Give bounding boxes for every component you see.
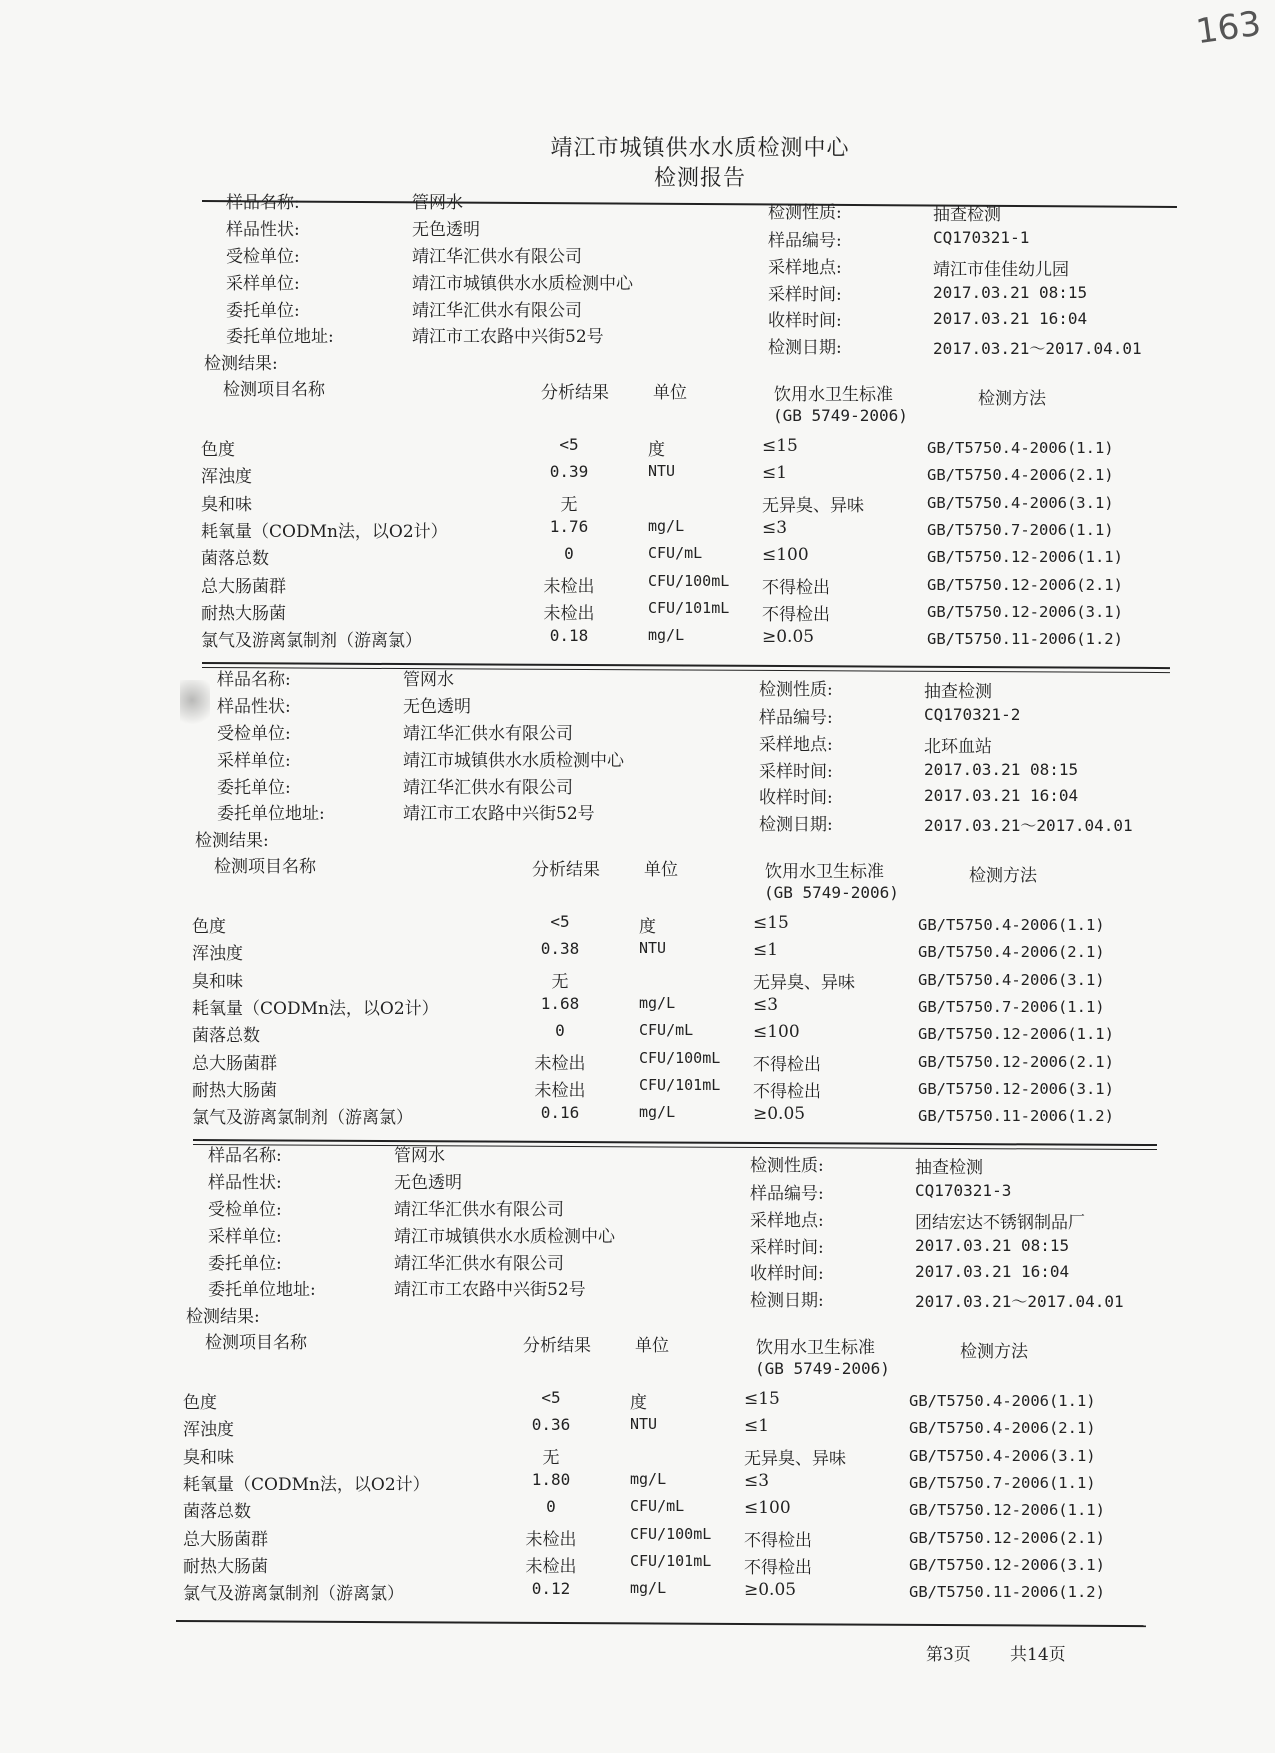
section-divider [176, 1620, 1146, 1627]
item-name: 臭和味 [192, 971, 243, 992]
entrust-unit-label: 委托单位: [226, 301, 300, 321]
test-type-value: 抽查检测 [915, 1158, 983, 1178]
item-standard: 不得检出 [744, 1530, 812, 1551]
item-unit: CFU/100mL [648, 571, 730, 590]
test-date-label: 检测日期: [750, 1291, 824, 1311]
results-label: 检测结果: [195, 831, 269, 851]
item-result: 未检出 [534, 1053, 586, 1074]
entrust-unit-value: 靖江华汇供水有限公司 [394, 1254, 564, 1274]
item-unit: 度 [648, 440, 665, 460]
header-method: 检测方法 [969, 866, 1037, 886]
item-name: 氯气及游离氯制剂（游离氯） [201, 631, 422, 652]
item-standard: 不得检出 [753, 1081, 821, 1102]
sampling-time-label: 采样时间: [750, 1238, 824, 1258]
item-name: 色度 [192, 917, 226, 937]
item-method: GB/T5750.4-2006(2.1) [909, 1419, 1096, 1438]
item-standard: 不得检出 [753, 1054, 821, 1075]
item-standard: 无异臭、异味 [762, 495, 864, 516]
sample-no-value: CQ170321-1 [933, 228, 1030, 247]
sampling-time-value: 2017.03.21 08:15 [933, 283, 1088, 302]
sampling-time-label: 采样时间: [759, 762, 833, 782]
receive-time-label: 收样时间: [750, 1264, 824, 1284]
item-name: 菌落总数 [183, 1502, 251, 1523]
header-unit: 单位 [644, 860, 678, 880]
item-name: 氯气及游离氯制剂（游离氯） [183, 1584, 404, 1605]
sampling-unit-value: 靖江市城镇供水水质检测中心 [394, 1227, 615, 1247]
test-type-value: 抽查检测 [924, 682, 992, 702]
item-unit: CFU/mL [630, 1497, 685, 1516]
item-unit: 度 [630, 1393, 647, 1413]
item-method: GB/T5750.12-2006(3.1) [909, 1555, 1105, 1574]
sampling-site-label: 采样地点: [759, 735, 833, 755]
entrust-unit-value: 靖江华汇供水有限公司 [403, 778, 573, 798]
header-item-name: 检测项目名称 [223, 380, 325, 400]
sample-name-label: 样品名称: [208, 1146, 282, 1166]
header-unit: 单位 [653, 383, 687, 403]
item-method: GB/T5750.11-2006(1.2) [909, 1583, 1105, 1602]
item-result: 0.36 [531, 1415, 571, 1435]
item-standard: ≥0.05 [753, 1104, 806, 1125]
item-result: 未检出 [543, 603, 595, 624]
sample-section-3 [0, 1141, 1257, 1605]
item-name: 总大肠菌群 [183, 1529, 268, 1550]
item-unit: CFU/101mL [648, 598, 730, 617]
sampling-site-label: 采样地点: [768, 258, 842, 278]
item-result: 1.80 [531, 1469, 571, 1489]
sample-no-value: CQ170321-2 [924, 705, 1021, 724]
inspected-unit-label: 受检单位: [226, 247, 300, 267]
sampling-unit-value: 靖江市城镇供水水质检测中心 [403, 751, 624, 771]
header-unit: 单位 [635, 1336, 669, 1356]
sampling-time-value: 2017.03.21 08:15 [915, 1236, 1070, 1255]
item-result: 0 [564, 544, 574, 564]
receive-time-value: 2017.03.21 16:04 [915, 1262, 1070, 1281]
item-method: GB/T5750.4-2006(1.1) [918, 916, 1105, 934]
item-method: GB/T5750.4-2006(3.1) [927, 493, 1114, 512]
item-result: 无 [542, 1447, 560, 1468]
sample-no-label: 样品编号: [768, 231, 842, 251]
item-unit: CFU/101mL [630, 1551, 712, 1570]
item-name: 总大肠菌群 [192, 1053, 277, 1074]
test-type-label: 检测性质: [768, 203, 842, 223]
item-method: GB/T5750.4-2006(3.1) [918, 970, 1105, 989]
inspected-unit-value: 靖江华汇供水有限公司 [403, 724, 573, 744]
entrust-address-label: 委托单位地址: [208, 1280, 316, 1300]
item-standard: ≤100 [753, 1022, 800, 1043]
item-standard: ≤15 [744, 1389, 780, 1409]
item-standard: ≤15 [753, 913, 789, 933]
item-result: 无 [560, 494, 578, 515]
sample-nature-value: 无色透明 [394, 1173, 462, 1193]
item-standard: ≤3 [744, 1470, 770, 1491]
sample-name-value: 管网水 [412, 193, 463, 213]
sample-nature-label: 样品性状: [217, 697, 291, 717]
item-unit: mg/L [639, 993, 676, 1012]
sampling-unit-label: 采样单位: [217, 751, 291, 771]
item-method: GB/T5750.4-2006(1.1) [909, 1392, 1096, 1410]
entrust-unit-value: 靖江华汇供水有限公司 [412, 301, 582, 321]
item-name: 耐热大肠菌 [192, 1080, 277, 1101]
sample-section-2 [0, 665, 1266, 1129]
item-name: 浑浊度 [192, 944, 243, 965]
header-result: 分析结果 [532, 860, 600, 880]
item-method: GB/T5750.12-2006(2.1) [927, 575, 1123, 594]
sample-nature-label: 样品性状: [208, 1173, 282, 1193]
item-unit: CFU/100mL [630, 1524, 712, 1543]
item-method: GB/T5750.4-2006(3.1) [909, 1446, 1096, 1465]
entrust-address-value: 靖江市工农路中兴街52号 [412, 327, 604, 347]
entrust-address-label: 委托单位地址: [217, 804, 325, 824]
sample-name-label: 样品名称: [226, 193, 300, 213]
item-result: 未检出 [534, 1080, 586, 1101]
item-name: 臭和味 [183, 1447, 234, 1468]
item-standard: ≤15 [762, 436, 798, 456]
item-method: GB/T5750.12-2006(1.1) [918, 1025, 1114, 1044]
item-standard: ≤3 [753, 994, 779, 1015]
item-result: 0 [555, 1021, 565, 1041]
results-label: 检测结果: [204, 354, 278, 374]
report-subtitle: 检测报告 [653, 166, 746, 191]
item-result: 未检出 [525, 1529, 577, 1550]
item-result: 0.12 [531, 1579, 571, 1599]
item-unit: NTU [648, 462, 676, 481]
item-unit: CFU/100mL [639, 1048, 721, 1067]
item-name: 菌落总数 [201, 549, 269, 570]
item-name: 菌落总数 [192, 1026, 260, 1047]
item-method: GB/T5750.12-2006(1.1) [927, 548, 1123, 567]
item-method: GB/T5750.11-2006(1.2) [918, 1107, 1114, 1126]
results-label: 检测结果: [186, 1307, 260, 1327]
inspected-unit-value: 靖江华汇供水有限公司 [412, 247, 582, 267]
item-name: 耗氧量（CODMn法，以O2计） [183, 1474, 430, 1495]
item-unit: CFU/101mL [639, 1075, 721, 1094]
item-result: 0.38 [540, 939, 580, 959]
test-date-value: 2017.03.21～2017.04.01 [933, 339, 1142, 358]
item-result: <5 [550, 912, 570, 931]
sample-name-value: 管网水 [394, 1146, 445, 1166]
header-result: 分析结果 [541, 383, 609, 403]
page-footer [0, 1640, 1275, 1670]
test-type-label: 检测性质: [750, 1156, 824, 1176]
sample-no-value: CQ170321-3 [915, 1181, 1012, 1200]
item-method: GB/T5750.12-2006(1.1) [909, 1501, 1105, 1520]
test-date-label: 检测日期: [759, 815, 833, 835]
sampling-site-value: 团结宏达不锈钢制品厂 [915, 1213, 1085, 1233]
receive-time-value: 2017.03.21 16:04 [924, 786, 1079, 805]
item-unit: mg/L [630, 1579, 667, 1598]
receive-time-value: 2017.03.21 16:04 [933, 309, 1088, 328]
item-standard: ≤100 [762, 545, 809, 566]
test-date-value: 2017.03.21～2017.04.01 [924, 816, 1133, 835]
inspected-unit-value: 靖江华汇供水有限公司 [394, 1200, 564, 1220]
sample-section-1 [0, 188, 1275, 652]
item-unit: mg/L [648, 626, 685, 645]
item-result: 1.68 [540, 993, 580, 1013]
test-date-value: 2017.03.21～2017.04.01 [915, 1292, 1124, 1311]
header-method: 检测方法 [960, 1342, 1028, 1362]
item-method: GB/T5750.12-2006(2.1) [909, 1528, 1105, 1547]
item-method: GB/T5750.12-2006(2.1) [918, 1052, 1114, 1071]
test-date-label: 检测日期: [768, 338, 842, 358]
sample-nature-label: 样品性状: [226, 220, 300, 240]
entrust-address-value: 靖江市工农路中兴街52号 [403, 804, 595, 824]
header-standard: 饮用水卫生标准 [765, 862, 884, 882]
sample-name-value: 管网水 [403, 670, 454, 690]
sampling-unit-value: 靖江市城镇供水水质检测中心 [412, 274, 633, 294]
header-standard-ref: (GB 5749-2006) [755, 1359, 890, 1378]
item-result: 1.76 [549, 516, 589, 536]
test-type-value: 抽查检测 [933, 205, 1001, 225]
header-item-name: 检测项目名称 [205, 1333, 307, 1353]
item-result: 0.16 [540, 1103, 580, 1123]
item-name: 色度 [201, 440, 235, 460]
sample-nature-value: 无色透明 [403, 697, 471, 717]
item-name: 耗氧量（CODMn法，以O2计） [192, 998, 439, 1019]
item-name: 氯气及游离氯制剂（游离氯） [192, 1108, 413, 1129]
item-name: 浑浊度 [183, 1420, 234, 1441]
item-name: 总大肠菌群 [201, 576, 286, 597]
item-unit: mg/L [648, 516, 685, 535]
item-standard: 不得检出 [762, 604, 830, 625]
sampling-unit-label: 采样单位: [208, 1227, 282, 1247]
item-result: 无 [551, 971, 569, 992]
item-result: 0.39 [549, 462, 589, 482]
sampling-time-value: 2017.03.21 08:15 [924, 760, 1079, 779]
test-type-label: 检测性质: [759, 680, 833, 700]
header-item-name: 检测项目名称 [214, 857, 316, 877]
item-unit: mg/L [630, 1469, 667, 1488]
header-standard-ref: (GB 5749-2006) [773, 406, 908, 425]
item-standard: ≤1 [762, 463, 788, 484]
item-method: GB/T5750.4-2006(2.1) [927, 466, 1114, 485]
item-result: <5 [559, 435, 579, 454]
receive-time-label: 收样时间: [768, 311, 842, 331]
item-standard: ≥0.05 [744, 1580, 797, 1601]
item-method: GB/T5750.12-2006(3.1) [918, 1079, 1114, 1098]
item-standard: 无异臭、异味 [744, 1448, 846, 1469]
item-method: GB/T5750.11-2006(1.2) [927, 630, 1123, 649]
entrust-unit-label: 委托单位: [208, 1254, 282, 1274]
inspected-unit-label: 受检单位: [208, 1200, 282, 1220]
header-standard: 饮用水卫生标准 [756, 1338, 875, 1358]
item-name: 耗氧量（CODMn法，以O2计） [201, 521, 448, 542]
report-title: 靖江市城镇供水水质检测中心 [550, 136, 850, 161]
item-name: 浑浊度 [201, 467, 252, 488]
handwritten-page-note: 163 [1193, 3, 1264, 53]
item-standard: 不得检出 [744, 1557, 812, 1578]
item-standard: 无异臭、异味 [753, 972, 855, 993]
header-result: 分析结果 [523, 1336, 591, 1356]
item-result: 未检出 [543, 576, 595, 597]
item-unit: 度 [639, 917, 656, 937]
entrust-unit-label: 委托单位: [217, 778, 291, 798]
entrust-address-label: 委托单位地址: [226, 327, 334, 347]
item-unit: mg/L [639, 1103, 676, 1122]
sampling-time-label: 采样时间: [768, 285, 842, 305]
item-name: 耐热大肠菌 [201, 603, 286, 624]
item-standard: ≤3 [762, 517, 788, 538]
item-method: GB/T5750.4-2006(2.1) [918, 943, 1105, 962]
item-result: <5 [541, 1388, 561, 1407]
item-standard: ≤1 [753, 940, 779, 961]
item-standard: ≤100 [744, 1498, 791, 1519]
inspected-unit-label: 受检单位: [217, 724, 291, 744]
header-method: 检测方法 [978, 389, 1046, 409]
receive-time-label: 收样时间: [759, 788, 833, 808]
entrust-address-value: 靖江市工农路中兴街52号 [394, 1280, 586, 1300]
item-method: GB/T5750.12-2006(3.1) [927, 602, 1123, 621]
sample-no-label: 样品编号: [750, 1184, 824, 1204]
item-standard: ≥0.05 [762, 627, 815, 648]
item-unit: CFU/mL [648, 544, 703, 563]
item-method: GB/T5750.4-2006(1.1) [927, 439, 1114, 457]
sample-no-label: 样品编号: [759, 708, 833, 728]
item-name: 臭和味 [201, 494, 252, 515]
item-method: GB/T5750.7-2006(1.1) [918, 997, 1105, 1016]
item-method: GB/T5750.7-2006(1.1) [909, 1473, 1096, 1492]
item-standard: 不得检出 [762, 577, 830, 598]
sampling-site-value: 靖江市佳佳幼儿园 [933, 260, 1069, 280]
item-name: 耐热大肠菌 [183, 1556, 268, 1577]
item-unit: NTU [630, 1415, 658, 1434]
item-result: 0 [546, 1497, 556, 1517]
item-method: GB/T5750.7-2006(1.1) [927, 520, 1114, 539]
item-unit: CFU/mL [639, 1021, 694, 1040]
header-standard: 饮用水卫生标准 [774, 385, 893, 405]
sample-name-label: 样品名称: [217, 670, 291, 690]
sampling-site-label: 采样地点: [750, 1211, 824, 1231]
item-standard: ≤1 [744, 1416, 770, 1437]
page-number: 第3页 [926, 1645, 971, 1665]
page-total: 共14页 [1010, 1645, 1066, 1665]
sampling-site-value: 北环血站 [924, 737, 992, 757]
item-unit: NTU [639, 939, 667, 958]
item-result: 0.18 [549, 626, 589, 646]
sampling-unit-label: 采样单位: [226, 274, 300, 294]
item-result: 未检出 [525, 1556, 577, 1577]
sample-nature-value: 无色透明 [412, 220, 480, 240]
item-name: 色度 [183, 1393, 217, 1413]
header-standard-ref: (GB 5749-2006) [764, 883, 899, 902]
